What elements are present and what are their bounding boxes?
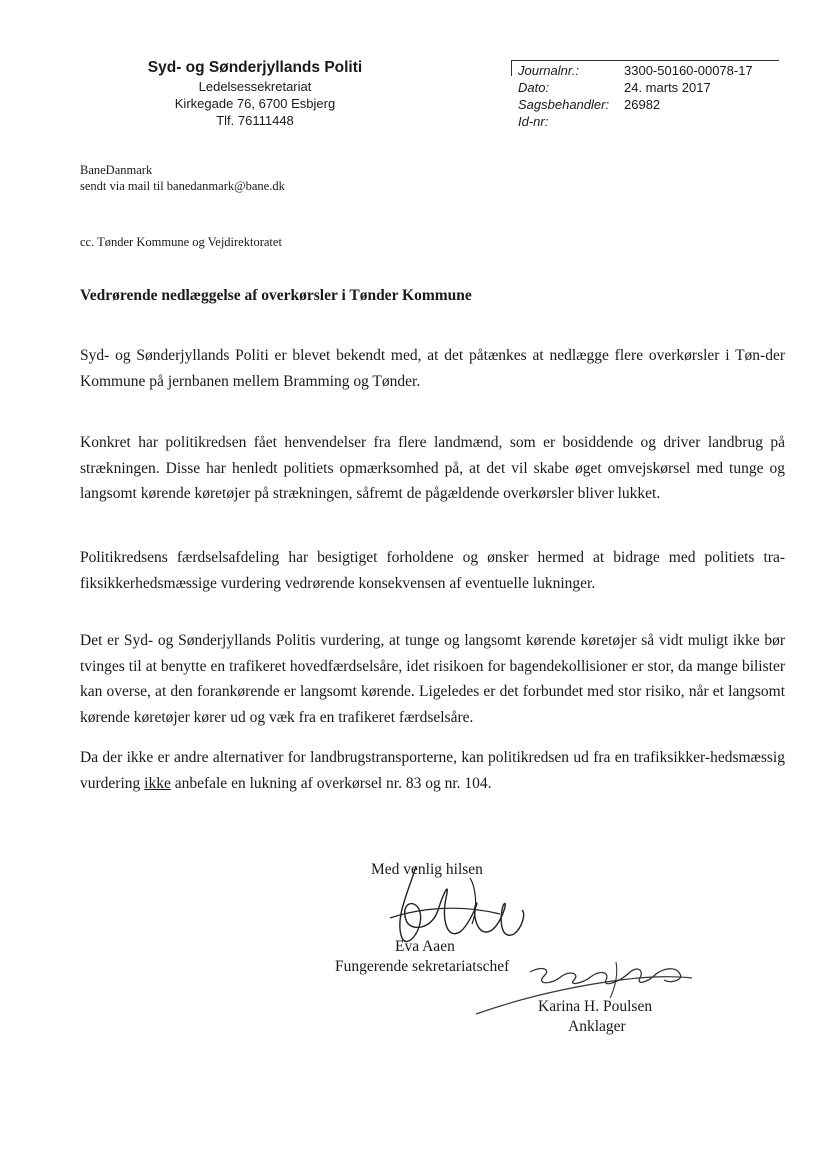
signatory-1-name: Eva Aaen [395,938,455,955]
paragraph-4: Det er Syd- og Sønderjyllands Politis vurdering, at tunge og langsomt kørende køretøjer så vidt muligt ikke bør tvinges til at benytte en trafikeret hovedfærdselsåre, idet risikoen for bagendekollisioner er stor, da mange bilister kan overse, at den forankørende er langsomt kørende. Ligeledes er det forbundet med stor risiko, når et langsomt kørende køretøjer kører ud og væk fra en trafikeret færdselsåre. [80,632,785,726]
paragraph-2: Konkret har politikredsen fået henvendelser fra flere landmænd, som er bosiddende og driver landbrug på strækningen. Disse har henledt politiets opmærksomhed på, at det vil skabe øget omvejskørsel med tunge og langsomt kørende køretøjer på strækningen, såfremt de pågældende overkørsler bliver lukket. [80,434,785,502]
signatory-2-name: Karina H. Poulsen [538,998,653,1015]
sender-department: Ledelsessekretariat [198,79,312,94]
meta-value: 26982 [624,97,661,112]
meta-value: 24. marts 2017 [624,80,711,95]
sender-org: Syd- og Sønderjyllands Politi [147,59,363,76]
meta-label: Dato: [518,80,550,95]
sender-block [120,58,390,129]
sender-address: Kirkegade 76, 6700 Esbjerg [174,96,336,111]
meta-label: Journalnr.: [518,63,579,78]
metadata-corner [511,60,512,76]
signatory-2-title: Anklager [568,1018,626,1035]
meta-label: Id-nr: [518,114,549,129]
recipient-name: BaneDanmark [80,163,153,177]
meta-value: 3300-50160-00078-17 [624,63,753,78]
closing-salutation: Med venlig hilsen [371,861,483,878]
metadata-divider [511,60,779,61]
subject-heading: Vedrørende nedlæggelse af overkørsler i Tønder Kommune [80,287,472,304]
paragraph-3: Politikredsens færdselsafdeling har besigtiget forholdene og ønsker hermed at bidrage med politiets tra-fiksikkerhedsmæssige vurdering vedrørende konsekvensen af eventuelle lukninger. [80,549,785,592]
sender-phone: Tlf. 76111448 [216,113,294,128]
paragraph-5-emphasis: ikke [144,774,171,792]
paragraph-5 [80,745,785,796]
recipient-block [80,162,285,194]
paragraph-5-end: anbefale en lukning af overkørsel nr. 83 og nr. 104. [170,774,492,792]
cc-line: cc. Tønder Kommune og Vejdirektoratet [80,235,282,249]
meta-label: Sagsbehandler: [518,97,610,112]
recipient-via: sendt via mail til banedanmark@bane.dk [80,179,285,193]
signatory-1-title: Fungerende sekretariatschef [335,958,510,975]
paragraph-5-start: Da der ikke er andre alternativer for landbrugstransporterne, kan politikredsen ud fra en trafiksikker-hedsmæssig vurdering [80,749,785,792]
paragraph-1: Syd- og Sønderjyllands Politi er blevet bekendt med, at det påtænkes at nedlægge flere overkørsler i Tøn-der Kommune på jernbanen mellem Bramming og Tønder. [80,347,785,390]
